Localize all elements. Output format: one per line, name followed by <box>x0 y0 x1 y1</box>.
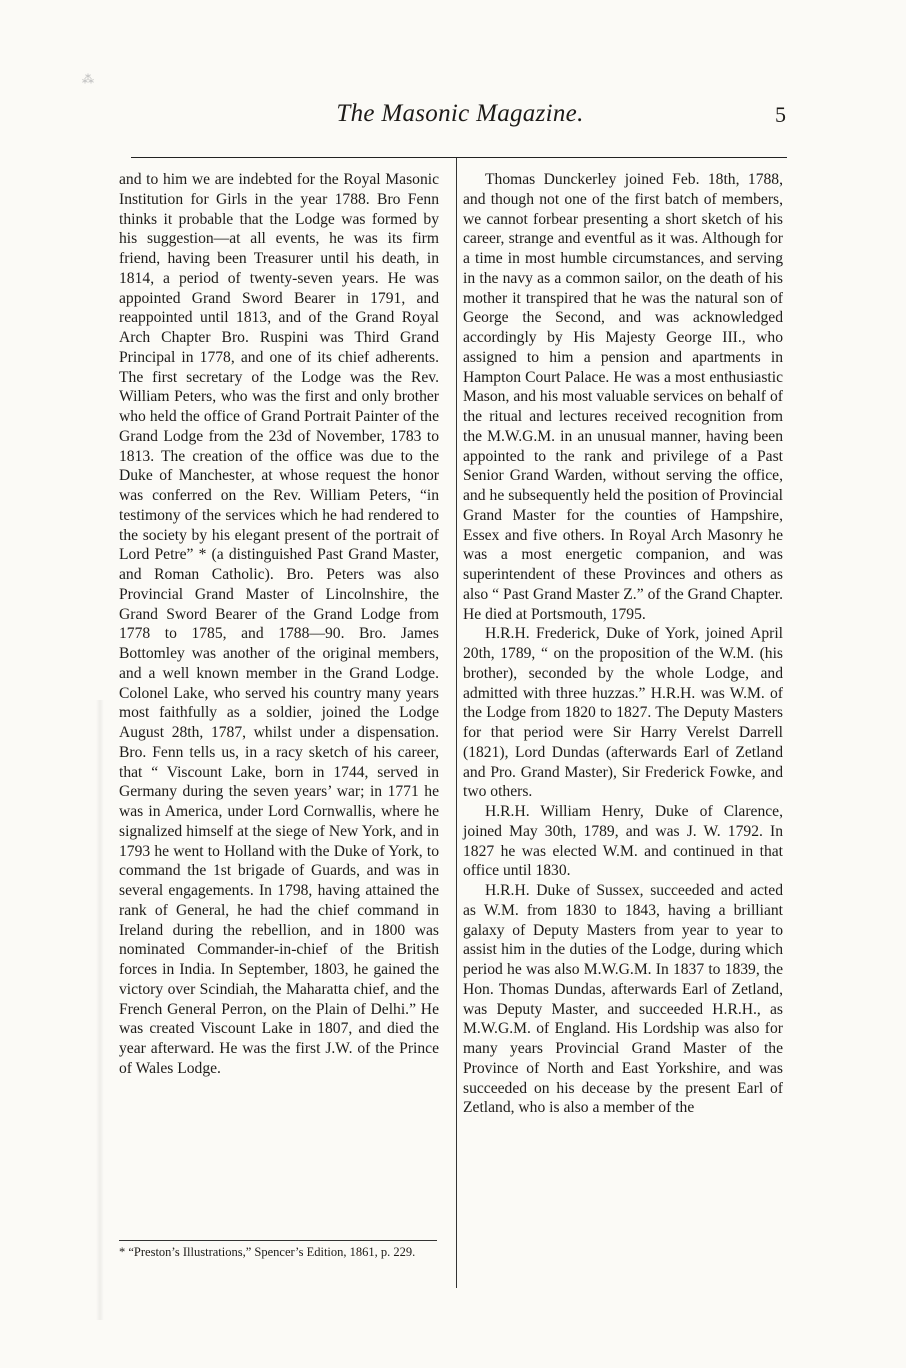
right-column <box>463 170 783 1118</box>
left-column <box>119 170 439 1079</box>
header-rule <box>131 157 787 158</box>
scan-smudge: ⁂ <box>82 72 94 86</box>
right-paragraph-duke-of-sussex: H.R.H. Duke of Sussex, succeeded and acted as W.M. from 1830 to 1843, having a brilliant galaxy of Deputy Masters from year to year to assist him in the duties of the Lodge, during which period he was also M.W.G.M. In 1837 to 1839, the Hon. Thomas Dundas, afterwards Earl of Zetland, was Deputy Master, and succeeded H.R.H., as M.W.G.M. of England. His Lordship was also for many years Provincial Grand Master of the Province of North and East Yorkshire, and was succeeded on his decease by the present Earl of Zetland, who is also a member of the <box>463 882 783 1117</box>
page-header <box>130 100 790 140</box>
left-paragraph-1: and to him we are indebted for the Royal Masonic Institution for Girls in the year 1788. Bro Fenn thinks it probable that the Lodge was formed by his suggestion—at all events, he was its firm friend, having been Treasurer until his death, in 1814, a period of twenty-seven years. He was appointed Grand Sword Bearer in 1791, and reappointed until 1813, and of the Grand Royal Arch Chapter Bro. Ruspini was Third Grand Principal in 1778, and one of its chief adherents. The first secretary of the Lodge was the Rev. William Peters, who was the first and only brother who held the office of Grand Portrait Painter of the Grand Lodge from the 23d of November, 1783 to 1813. The creation of the office was due to the Duke of Manchester, at whose request the honor was conferred on the Rev. William Peters, “in testimony of the services which he had rendered to the society by his elegant present of the portrait of Lord Petre” * (a distinguished Past Grand Master, and Roman Catholic). Bro. Peters was also Provincial Grand Master of Lincolnshire, the Grand Sword Bearer of the Grand Lodge from 1778 to 1785, and 1788—90. Bro. James Bottomley was another of the original members, and a well known member in the Grand Lodge. Colonel Lake, who served his country many years most faithfully as a soldier, joined the Lodge August 28th, 1787, whilst under a dispensation. Bro. Fenn tells us, in a racy sketch of his career, that “ Viscount Lake, born in 1744, served in Germany during the seven years’ war; in 1771 he was in America, under Lord Cornwallis, where he signalized himself at the siege of New York, and in 1793 he went to Holland with the Duke of York, to command the 1st brigade of Guards, and was in several engagements. In 1798, having attained the rank of General, he had the chief command in Ireland during the rebellion, and in 1800 was nominated Commander-in-chief of the British forces in India. In September, 1803, he gained the victory over Scindiah, the Maharatta chief, and the French General Perron, on the Plain of Delhi.” He was created Viscount Lake in 1807, and died the year afterward. He was the first J.W. of the Prince of Wales Lodge. <box>119 171 439 1077</box>
footnote: * “Preston’s Illustrations,” Spencer’s Edition, 1861, p. 229. <box>119 1245 416 1259</box>
footnote-rule <box>119 1240 437 1241</box>
right-paragraph-dunckerley: Thomas Dunckerley joined Feb. 18th, 1788, and though not one of the first batch of members, we cannot forbear presenting a short sketch of his career, strange and eventful as it was. Although for a time in most humble circumstances, and serving in the navy as a common sailor, on the death of his mother it transpired that he was the natural son of George the Second, and was acknowledged accordingly by His Majesty George III., who assigned to him a pension and apartments in Hampton Court Palace. He was a most enthusiastic Mason, and his most valuable services on behalf of the ritual and lectures received recognition from the M.W.G.M. in an unusual manner, having been appointed to the rank and privilege of a Past Senior Grand Warden, without serving the office, and he subsequently held the position of Provincial Grand Master for the counties of Hampshire, Essex and five others. In Royal Arch Masonry he was a most energetic companion, and was superintendent of these Provinces and others as also “ Past Grand Master Z.” of the Grand Chapter. He died at Portsmouth, 1795. <box>463 171 783 623</box>
binding-shadow <box>96 700 104 1320</box>
running-title: The Masonic Magazine. <box>336 100 584 127</box>
page-number: 5 <box>775 102 786 127</box>
right-paragraph-duke-of-clarence: H.R.H. William Henry, Duke of Clarence, joined May 30th, 1789, and was J. W. 1792. In 1827 he was elected W.M. and continued in that office until 1830. <box>463 803 783 880</box>
column-divider <box>456 158 457 1288</box>
right-paragraph-duke-of-york: H.R.H. Frederick, Duke of York, joined April 20th, 1789, “ on the proposition of the W.M. (his brother), seconded by the whole Lodge, and admitted with three huzzas.” H.R.H. was W.M. of the Lodge from 1820 to 1827. The Deputy Masters for that period were Sir Harry Verelst Darrell (1821), Lord Dundas (afterwards Earl of Zetland and Pro. Grand Master), Sir Frederick Fowke, and two others. <box>463 625 783 801</box>
